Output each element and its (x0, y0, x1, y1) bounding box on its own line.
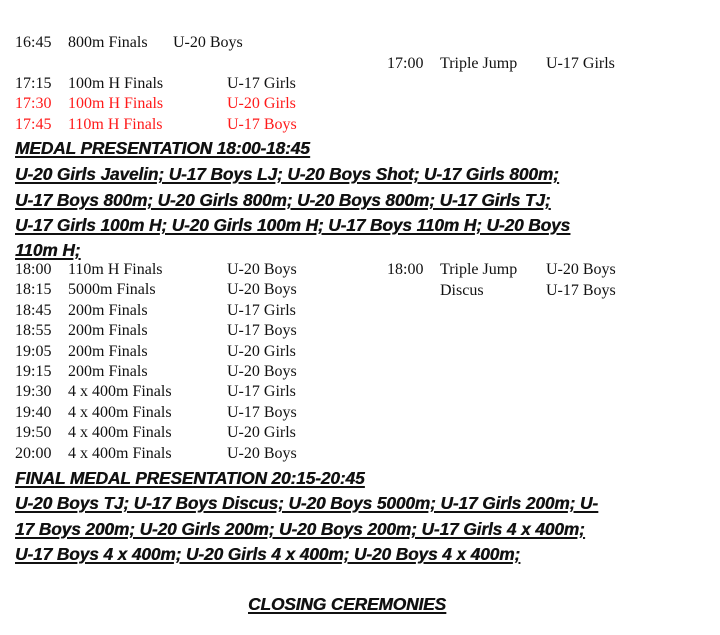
event: Triple Jump (440, 261, 518, 278)
medal-presentation-line: U-17 Girls 100m H; U-20 Girls 100m H; U-17 Boys 110m H; U-20 Boys (15, 215, 571, 235)
category: U-20 Boys (227, 363, 297, 380)
event: 100m H Finals (68, 75, 164, 92)
event: 4 x 400m Finals (68, 383, 172, 401)
final-medal-presentation-line: 17 Boys 200m; U-20 Girls 200m; U-20 Boys 200m; U-17 Girls 4 x 400m; (15, 519, 585, 539)
category: U-20 Boys (227, 444, 297, 462)
time: 18:15 (15, 281, 52, 299)
time: 20:00 (15, 444, 52, 462)
medal-presentation-line: U-20 Girls Javelin; U-17 Boys LJ; U-20 Boys Shot; U-17 Girls 800m; (15, 164, 559, 184)
time: 18:00 (15, 261, 52, 278)
event: Discus (440, 282, 484, 299)
event: Triple Jump (440, 55, 518, 72)
category: U-20 Boys (546, 261, 616, 278)
category: U-17 Boys (227, 322, 297, 340)
medal-presentation-title: MEDAL PRESENTATION 18:00-18:45 (15, 138, 310, 158)
category: U-20 Boys (173, 34, 243, 51)
time: 18:45 (15, 301, 52, 319)
category: U-17 Girls (546, 55, 615, 72)
event: 4 x 400m Finals (68, 444, 172, 462)
category: U-20 Boys (227, 281, 297, 299)
time: 17:00 (387, 55, 424, 72)
event: 100m H Finals (68, 95, 164, 112)
event: 200m Finals (68, 342, 148, 360)
event: 200m Finals (68, 301, 148, 319)
category: U-17 Boys (546, 282, 616, 299)
event: 110m H Finals (68, 116, 163, 133)
closing-ceremonies-heading: CLOSING CEREMONIES (248, 594, 446, 614)
time: 19:05 (15, 342, 52, 360)
time: 16:45 (15, 34, 52, 51)
event: 110m H Finals (68, 261, 163, 278)
category: U-20 Girls (227, 95, 296, 112)
time: 19:15 (15, 363, 52, 380)
event: 200m Finals (68, 322, 148, 340)
final-medal-presentation-title: FINAL MEDAL PRESENTATION 20:15-20:45 (15, 468, 365, 488)
time: 17:15 (15, 75, 52, 92)
time: 19:40 (15, 403, 52, 421)
time: 17:45 (15, 116, 52, 133)
category: U-17 Boys (227, 403, 297, 421)
time: 18:55 (15, 322, 52, 340)
event: 200m Finals (68, 363, 148, 380)
event: 5000m Finals (68, 281, 156, 299)
category: U-17 Girls (227, 383, 296, 401)
category: U-20 Boys (227, 261, 297, 278)
time: 19:50 (15, 424, 52, 442)
event: 4 x 400m Finals (68, 424, 172, 442)
event: 4 x 400m Finals (68, 403, 172, 421)
event: 800m Finals (68, 34, 148, 51)
category: U-20 Girls (227, 342, 296, 360)
time: 17:30 (15, 95, 52, 112)
final-medal-presentation-line: U-17 Boys 4 x 400m; U-20 Girls 4 x 400m; U-20 Boys 4 x 400m; (15, 544, 521, 564)
category: U-17 Boys (227, 116, 297, 133)
category: U-20 Girls (227, 424, 296, 442)
category: U-17 Girls (227, 75, 296, 92)
final-medal-presentation-line: U-20 Boys TJ; U-17 Boys Discus; U-20 Boys 5000m; U-17 Girls 200m; U- (15, 493, 598, 513)
medal-presentation-line: U-17 Boys 800m; U-20 Girls 800m; U-20 Boys 800m; U-17 Girls TJ; (15, 190, 551, 210)
category: U-17 Girls (227, 301, 296, 319)
time: 19:30 (15, 383, 52, 401)
medal-presentation-line: 110m H; (15, 240, 81, 260)
time: 18:00 (387, 261, 424, 278)
